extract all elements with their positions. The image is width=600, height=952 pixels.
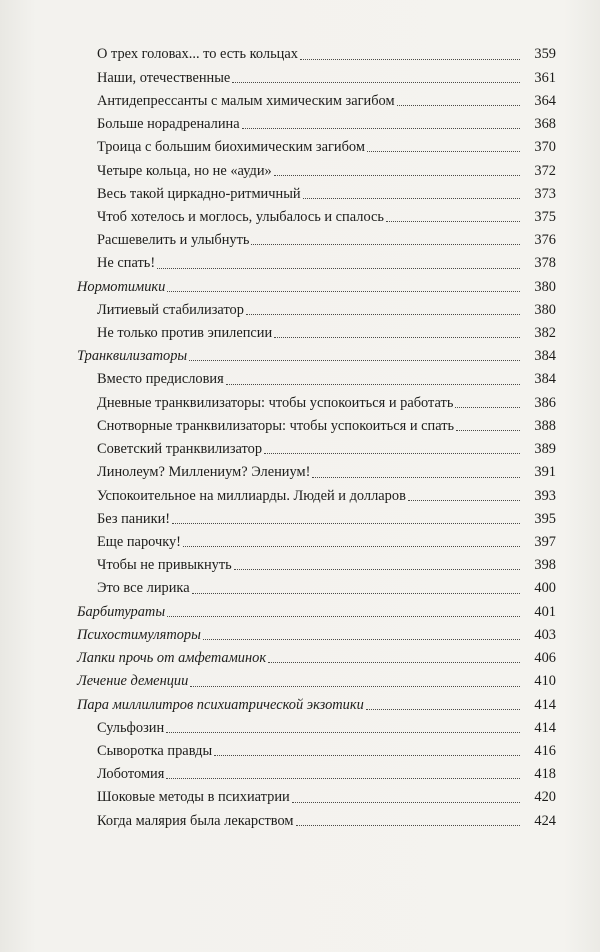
dot-leader [274, 336, 520, 338]
dot-leader [203, 638, 520, 640]
toc-entry-title: Линолеум? Миллениум? Элениум! [97, 464, 311, 481]
toc-subsection-entry [0, 66, 600, 89]
toc-page-number: 414 [534, 719, 556, 736]
toc-subsection-entry [0, 461, 600, 484]
dot-leader [303, 197, 520, 199]
toc-entry-title: Троица с большим биохимическим загибом [97, 139, 365, 156]
toc-entry-title: Лечение деменции [77, 673, 189, 690]
dot-leader [274, 174, 520, 176]
toc-entry-title: Сульфозин [97, 719, 165, 736]
toc-page-number: 400 [534, 580, 556, 597]
toc-entry-title: Четыре кольца, но не «ауди» [97, 162, 272, 179]
toc-page-number: 384 [534, 348, 556, 365]
toc-subsection-entry [0, 531, 600, 554]
toc-subsection-entry [0, 206, 600, 229]
toc-subsection-entry [0, 716, 600, 739]
toc-subsection-entry [0, 368, 600, 391]
toc-entry-title: Дневные транквилизаторы: чтобы успокоиться и работать [97, 394, 454, 411]
toc-subsection-entry [0, 786, 600, 809]
toc-subsection-entry [0, 391, 600, 414]
toc-page-number: 398 [534, 557, 556, 574]
dot-leader [455, 406, 520, 408]
toc-entry-title: Это все лирика [97, 580, 190, 597]
toc-page-number: 418 [534, 766, 556, 783]
toc-page-number: 414 [534, 696, 556, 713]
toc-page-number: 397 [534, 534, 556, 550]
toc-entry-title: Вместо предисловия [97, 371, 224, 388]
dot-leader [408, 499, 520, 501]
dot-leader [268, 661, 520, 663]
toc-page-number: 380 [534, 278, 556, 295]
toc-entry-title: Расшевелить и улыбнуть [97, 232, 250, 249]
toc-entry-title: Антидепрессанты с малым химическим загибом [97, 92, 395, 109]
toc-entry-title: Лоботомия [97, 766, 165, 783]
toc-page-number: 359 [534, 46, 556, 63]
toc-subsection-entry [0, 159, 600, 182]
toc-entry-title: Сыворотка правды [97, 742, 213, 759]
dot-leader [167, 615, 520, 617]
dot-leader [192, 592, 520, 594]
dot-leader [251, 243, 520, 245]
toc-section-entry [0, 345, 600, 368]
toc-entry-title: Больше норадреналина [97, 116, 240, 133]
dot-leader [366, 708, 520, 710]
toc-subsection-entry [0, 113, 600, 136]
toc-entry-title: Транквилизаторы [77, 348, 188, 365]
toc-page-number: 420 [534, 789, 556, 806]
dot-leader [166, 777, 520, 779]
dot-leader [226, 383, 520, 385]
toc-page-number: 384 [534, 371, 556, 388]
toc-entry-title: Психостимуляторы [77, 626, 201, 643]
toc-page-number: 410 [534, 673, 556, 690]
dot-leader [183, 545, 520, 547]
toc-subsection-entry [0, 252, 600, 275]
toc-page-number: 368 [534, 116, 556, 133]
toc-page-number: 388 [534, 417, 556, 434]
toc-subsection-entry [0, 89, 600, 112]
dot-leader [456, 429, 520, 431]
toc-entry-title: Не только против эпилепсии [97, 325, 273, 342]
dot-leader [167, 290, 520, 292]
toc-entry-title: Советский транквилизатор [97, 441, 263, 458]
toc-section-entry [0, 693, 600, 716]
toc-page-number: 403 [534, 626, 556, 643]
toc-entry-title: Весь такой циркадно-ритмичный [97, 185, 301, 202]
toc-page-number: 382 [534, 325, 556, 342]
toc-section-entry [0, 623, 600, 646]
toc-subsection-entry [0, 763, 600, 786]
toc-subsection-entry [0, 43, 600, 66]
toc-page-number: 416 [534, 742, 556, 759]
dot-leader [190, 685, 520, 687]
toc-page-number: 386 [534, 394, 556, 411]
dot-leader [189, 359, 520, 361]
toc-page-number: 378 [534, 255, 556, 272]
toc-page-number: 424 [534, 812, 556, 829]
toc-subsection-entry [0, 136, 600, 159]
toc-page-number: 391 [534, 464, 556, 481]
dot-leader [157, 267, 520, 269]
toc-page-number: 364 [534, 92, 556, 109]
dot-leader [234, 568, 520, 570]
toc-entry-title: Литиевый стабилизатор [97, 301, 244, 318]
toc-entry-title: Успокоительное на миллиарды. Людей и долларов [97, 487, 406, 504]
toc-entry-title: О трех головах... то есть кольцах [97, 46, 298, 63]
toc-subsection-entry [0, 322, 600, 345]
toc-entry-title: Наши, отечественные [97, 69, 231, 86]
toc-page-number: 389 [534, 441, 556, 458]
toc-entry-title: Пара миллилитров психиатрической экзотики [77, 696, 364, 713]
toc-subsection-entry [0, 809, 600, 832]
toc-subsection-entry [0, 577, 600, 600]
dot-leader [264, 452, 520, 454]
toc-entry-title: Без паники! [97, 510, 171, 527]
dot-leader [214, 754, 520, 756]
toc-section-entry [0, 647, 600, 670]
toc-entry-title: Шоковые методы в психиатрии [97, 789, 290, 806]
toc-page-number: 375 [534, 208, 556, 225]
dot-leader [386, 220, 520, 222]
toc-subsection-entry [0, 229, 600, 252]
toc-page-number: 376 [534, 232, 556, 249]
dot-leader [397, 104, 520, 106]
toc-page-number: 401 [534, 603, 556, 620]
toc-page-number: 373 [534, 185, 556, 202]
toc-section-entry [0, 275, 600, 298]
toc-section-entry [0, 600, 600, 623]
toc-page-number: 393 [534, 487, 556, 504]
toc-entry-title: Когда малярия была лекарством [97, 812, 294, 829]
dot-leader [172, 522, 520, 524]
toc-subsection-entry [0, 182, 600, 205]
toc-entry-title: Чтобы не привыкнуть [97, 557, 232, 574]
toc-subsection-entry [0, 554, 600, 577]
dot-leader [367, 150, 520, 152]
toc-page-number: 395 [534, 510, 556, 527]
toc-entry-title: Не спать! [97, 255, 156, 272]
toc-subsection-entry [0, 484, 600, 507]
dot-leader [300, 58, 520, 60]
toc-section-entry [0, 670, 600, 693]
dot-leader [232, 81, 520, 83]
dot-leader [296, 824, 521, 826]
toc-subsection-entry [0, 740, 600, 763]
dot-leader [312, 476, 520, 478]
toc-subsection-entry [0, 438, 600, 461]
toc-page-number: 361 [534, 69, 556, 86]
toc-entry-title: Нормотимики [77, 278, 166, 295]
toc-entry-title: Барбитураты [77, 603, 166, 620]
dot-leader [242, 127, 520, 129]
toc-entry-title: Еще парочку! [97, 534, 181, 550]
toc-page-number: 406 [534, 650, 556, 667]
toc-page-number: 370 [534, 139, 556, 156]
toc-subsection-entry [0, 507, 600, 530]
toc-page-number: 372 [534, 162, 556, 179]
toc-subsection-entry [0, 298, 600, 321]
dot-leader [246, 313, 520, 315]
toc-entry-title: Чтоб хотелось и моглось, улыбалось и спалось [97, 208, 384, 225]
toc-page-number: 380 [534, 301, 556, 318]
toc-entry-title: Лапки прочь от амфетаминок [77, 650, 267, 667]
toc-subsection-entry [0, 415, 600, 438]
toc-entry-title: Снотворные транквилизаторы: чтобы успокоиться и спать [97, 417, 455, 434]
dot-leader [292, 801, 520, 803]
table-of-contents [0, 43, 600, 832]
dot-leader [166, 731, 520, 733]
